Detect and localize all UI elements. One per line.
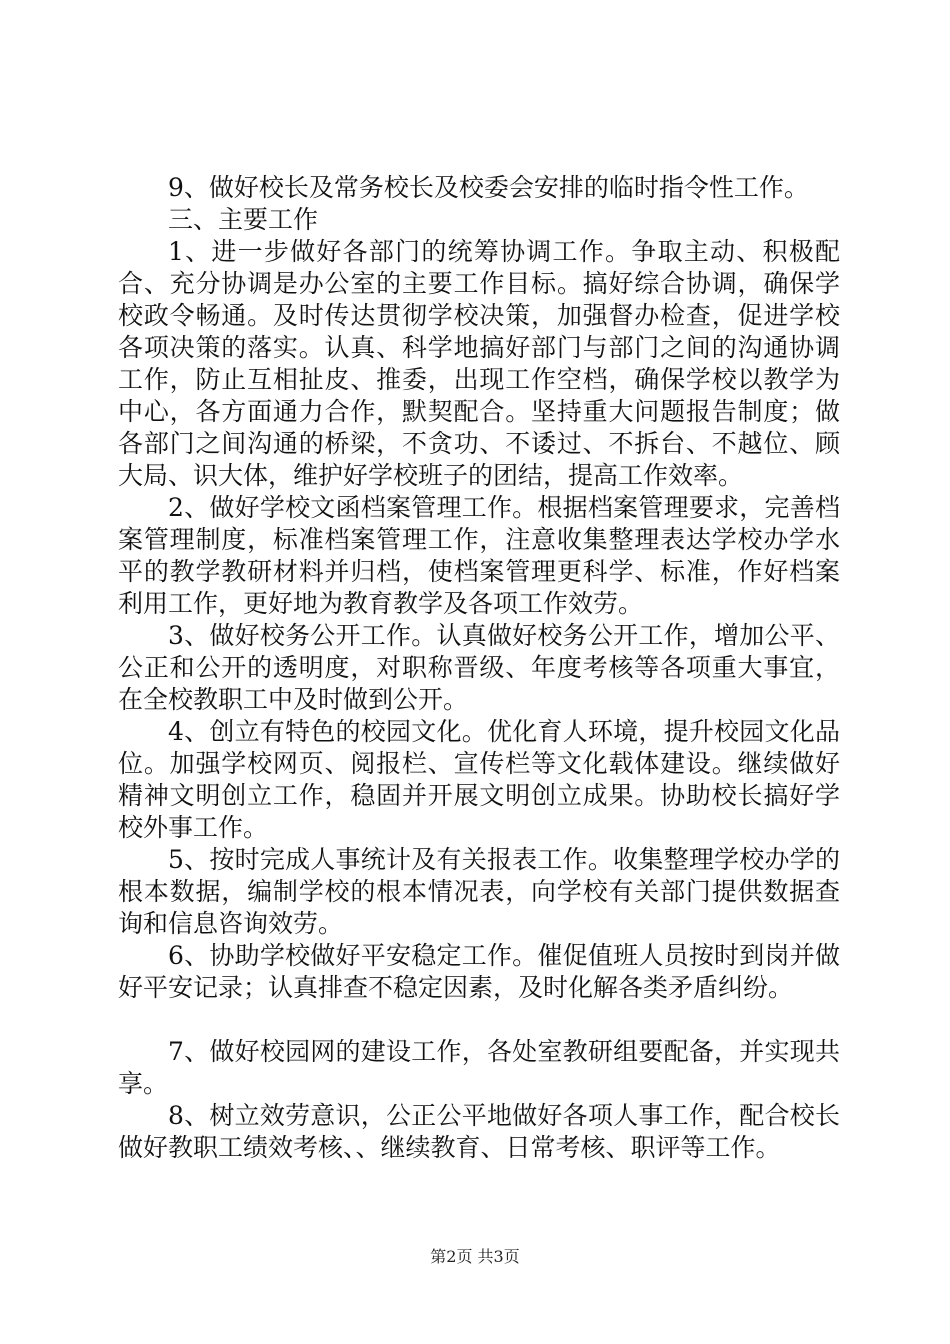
paragraph-item-4: 4、创立有特色的校园文化。优化育人环境，提升校园文化品位。加强学校网页、阅报栏、宣传栏等文化载体建设。继续做好精神文明创立工作，稳固并开展文明创立成果。协助校长搞好学校外事工作。	[118, 717, 840, 842]
paragraph-item-8: 8、树立效劳意识，公正公平地做好各项人事工作，配合校长做好教职工绩效考核、、继续教育、日常考核、职评等工作。	[118, 1101, 840, 1162]
paragraph-item-2: 2、做好学校文函档案管理工作。根据档案管理要求，完善档案管理制度，标准档案管理工作，注意收集整理表达学校办学水平的教学教研材料并归档，使档案管理更科学、标准，作好档案利用工作，更好地为教育教学及各项工作效劳。	[118, 493, 840, 618]
paragraph-item-9: 9、做好校长及常务校长及校委会安排的临时指令性工作。	[168, 173, 809, 202]
paragraph-spacer	[118, 1004, 840, 1036]
page-number-footer: 第2页 共3页	[430, 1247, 520, 1266]
paragraph-item-7: 7、做好校园网的建设工作，各处室教研组要配备，并实现共享。	[118, 1037, 840, 1098]
paragraph-item-3: 3、做好校务公开工作。认真做好校务公开工作，增加公平、公正和公开的透明度，对职称晋级、年度考核等各项重大事宜，在全校教职工中及时做到公开。	[118, 621, 840, 714]
section-heading-main-work: 三、主要工作	[168, 205, 319, 234]
paragraph-item-6: 6、协助学校做好平安稳定工作。催促值班人员按时到岗并做好平安记录；认真排查不稳定因素，及时化解各类矛盾纠纷。	[118, 941, 840, 1002]
paragraph-item-5: 5、按时完成人事统计及有关报表工作。收集整理学校办学的根本数据，编制学校的根本情况表，向学校有关部门提供数据查询和信息咨询效劳。	[118, 845, 840, 938]
paragraph-item-1: 1、进一步做好各部门的统筹协调工作。争取主动、积极配合、充分协调是办公室的主要工作目标。搞好综合协调，确保学校政令畅通。及时传达贯彻学校决策，加强督办检查，促进学校各项决策的落实。认真、科学地搞好部门与部门之间的沟通协调工作，防止互相扯皮、推委，出现工作空档，确保学校以教学为中心，各方面通力合作，默契配合。坚持重大问题报告制度；做各部门之间沟通的桥梁，不贪功、不诿过、不拆台、不越位、顾大局、识大体，维护好学校班子的团结，提高工作效率。	[118, 237, 840, 490]
document-body	[118, 172, 840, 1164]
